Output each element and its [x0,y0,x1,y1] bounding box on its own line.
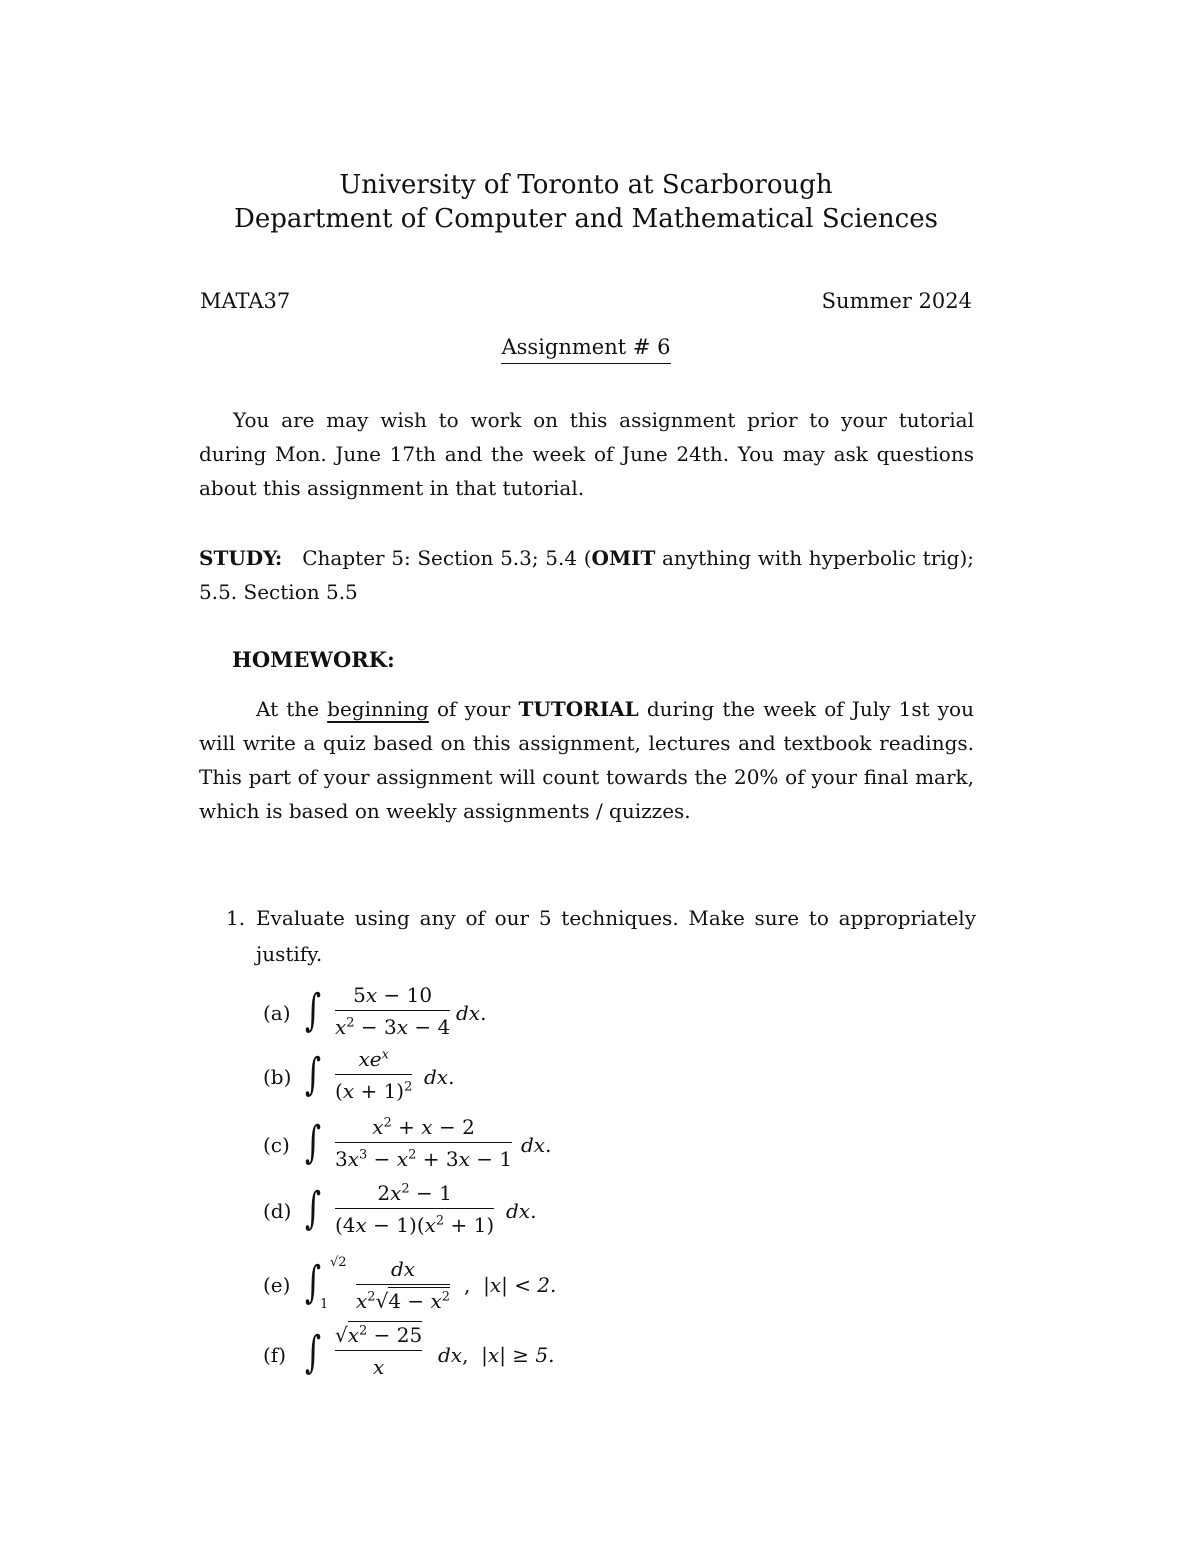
department-name: Department of Computer and Mathematical Sciences [234,204,938,234]
integral-sign: ∫ [305,1183,322,1234]
integral-sign: ∫ [305,1257,322,1308]
upper-limit: √2 [330,1255,347,1270]
beginning-underlined: beginning [327,697,429,721]
integral-sign: ∫ [305,1117,322,1168]
question-text: Evaluate using any of our 5 techniques. Make sure to appropriately justify. [256,906,976,966]
part-label: (e) [263,1273,291,1297]
integrand-fraction: dx $x^2√4 - x^2$ [356,1257,451,1314]
part-label: (b) [263,1065,292,1089]
integrand-fraction: $2x^2 - 1$ $(4x - 1)(x^2 + 1)$ [335,1181,495,1238]
integral-sign: ∫ [305,1327,322,1378]
integral-sign: ∫ [305,985,322,1036]
study-paragraph: STUDY: Chapter 5: Section 5.3; 5.4 (OMIT anything with hyperbolic trig); 5.5. Section 5.5 [199,546,975,604]
integrand-fraction: $x^2 + x - 2$ $3x^3 - x^2 + 3x - 1$ [335,1115,513,1172]
study-label: STUDY: [199,546,283,570]
condition: |x| < 2. [483,1273,557,1297]
part-label: (c) [263,1133,290,1157]
lower-limit: 1 [320,1297,329,1312]
assignment-title: Assignment # 6 [0,335,1172,359]
course-code: MATA37 [200,289,291,313]
omit-label: OMIT [591,546,656,570]
part-label: (d) [263,1199,292,1223]
integrand-fraction: $√x^2 - 25$ x [335,1323,423,1380]
condition: |x| ≥ 5. [481,1343,555,1367]
integrand-fraction: $xe^x$ $(x + 1)^2$ [335,1047,413,1104]
homework-paragraph: At the beginning of your TUTORIAL during the week of July 1st you will write a quiz based on this assignment, lectures and textbook readings. This part of your assignment will count towards the 20% of your final mark, which is based on weekly assignments / quizzes. [199,697,974,823]
integrand-fraction: 5x − 10 $x^2 - 3x - 4$ [335,983,451,1040]
intro-paragraph: You are may wish to work on this assignment prior to your tutorial during Mon. June 17th and the week of June 24th. You may ask questions about this assignment in that tutorial. [199,408,974,500]
question-number: 1. [226,906,246,930]
integral-sign: ∫ [305,1049,322,1100]
tutorial-label: TUTORIAL [518,697,639,721]
university-name: University of Toronto at Scarborough [339,170,833,200]
part-label: (a) [263,1001,291,1025]
course-term: Summer 2024 [821,289,972,313]
part-label: (f) [263,1343,287,1367]
homework-heading: HOMEWORK: [232,647,395,672]
